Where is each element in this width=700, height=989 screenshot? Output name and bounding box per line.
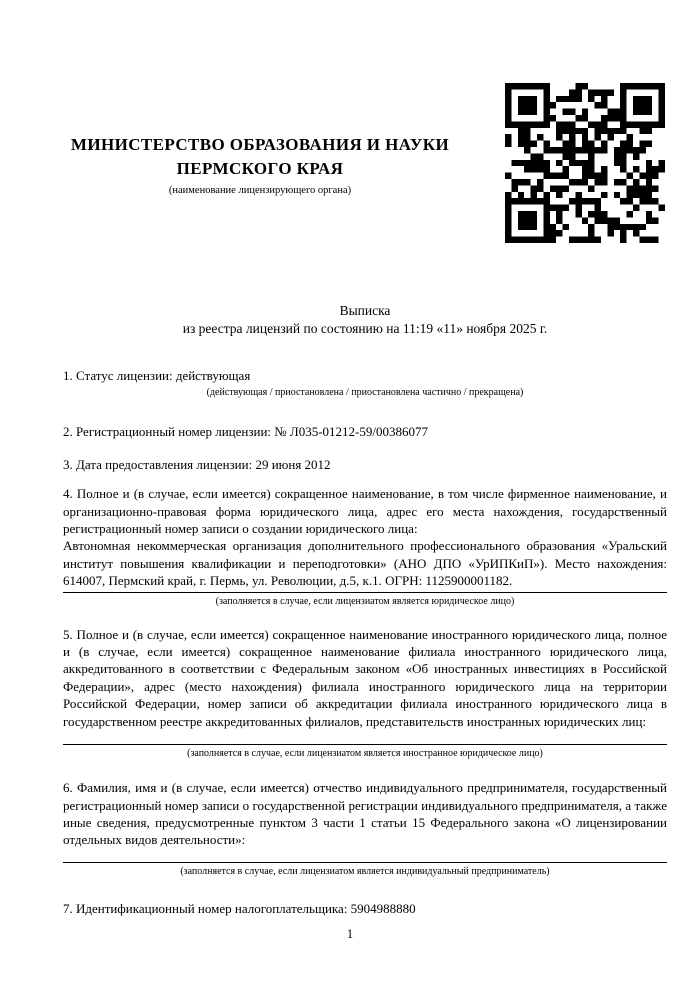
license-status-text: 1. Статус лицензии: действующая bbox=[63, 368, 251, 383]
licensing-authority-block bbox=[40, 133, 480, 197]
taxpayer-id-text: 7. Идентификационный номер налогоплательщика: 5904988880 bbox=[63, 900, 416, 916]
foreign-entity-heading: 5. Полное и (в случае, если имеется) сокращенное наименование иностранного юридического лица, полное и (в случае, если имеется) сокращенное наименование филиала иностранного юридического лица, аккредитованного в соответствии с Федеральным законом «Об иностранных инвестициях в Российской Федерации», адрес (место нахождения) филиала иностранного юридического лица на территории Российской Федерации, номер записи об аккредитации филиала иностранного юридического лица в государственном реестре аккредитованных филиалов, представительств иностранных юридических лиц: bbox=[63, 626, 667, 729]
page-number: 1 bbox=[346, 927, 354, 941]
fill-in-rule bbox=[63, 862, 667, 863]
legal-entity-caption: (заполняется в случае, если лицензиатом является юридическое лицо) bbox=[215, 595, 515, 607]
qr-code-icon bbox=[505, 83, 665, 243]
individual-entrepreneur-caption: (заполняется в случае, если лицензиатом является индивидуальный предприниматель) bbox=[180, 865, 550, 877]
individual-entrepreneur-heading: 6. Фамилия, имя и (в случае, если имеется) отчество индивидуального предпринимателя, государственный регистрационный номер записи о государственной регистрации индивидуального предпринимателя, а также иные сведения, предусмотренные пунктом 3 части 1 статьи 15 Федерального закона «О лицензировании отдельных видов деятельности»: bbox=[63, 780, 667, 848]
taxpayer-id-item bbox=[63, 900, 667, 917]
document-title-line1: Выписка bbox=[339, 303, 391, 318]
document-body bbox=[63, 302, 667, 917]
document-title-line2: из реестра лицензий по состоянию на 11:19 «11» ноября 2025 г. bbox=[182, 321, 548, 336]
license-date-item bbox=[63, 456, 667, 473]
registration-number-text: 2. Регистрационный номер лицензии: № Л035-01212-59/00386077 bbox=[63, 424, 429, 440]
fill-in-rule bbox=[63, 592, 667, 593]
fill-in-rule bbox=[63, 744, 667, 745]
ministry-name-line2: ПЕРМСКОГО КРАЯ bbox=[176, 159, 344, 178]
registration-number-item bbox=[63, 423, 667, 440]
ministry-name-line1: МИНИСТЕРСТВО ОБРАЗОВАНИЯ И НАУКИ bbox=[70, 135, 450, 154]
blank-fill-space bbox=[63, 849, 667, 860]
legal-entity-item bbox=[63, 485, 667, 607]
ministry-caption: (наименование лицензирующего органа) bbox=[168, 185, 352, 196]
document-title bbox=[63, 302, 667, 338]
individual-entrepreneur-item bbox=[63, 779, 667, 878]
legal-entity-value: Автономная некоммерческая организация дополнительного профессионального образования «Уральский институт повышения квалификации и переподготовки» (АНО ДПО «УрИПКиП»). Место нахождения: 614007, Пермский край, г. Пермь, ул. Революции, д.5, к.1. ОГРН: 1125900001182. bbox=[63, 538, 667, 589]
legal-entity-heading: 4. Полное и (в случае, если имеется) сокращенное наименование, в том числе фирменное наименование, и организационно-правовая форма юридического лица, адрес его места нахождения, государственный регистрационный номер записи о создании юридического лица: bbox=[63, 486, 667, 537]
blank-fill-space bbox=[63, 730, 667, 742]
foreign-entity-item bbox=[63, 626, 667, 760]
license-status-caption: (действующая / приостановлена / приостановлена частично / прекращена) bbox=[206, 387, 524, 399]
license-date-text: 3. Дата предоставления лицензии: 29 июня 2012 bbox=[63, 456, 331, 472]
license-status-item bbox=[63, 367, 667, 399]
foreign-entity-caption: (заполняется в случае, если лицензиатом является иностранное юридическое лицо) bbox=[187, 748, 543, 760]
